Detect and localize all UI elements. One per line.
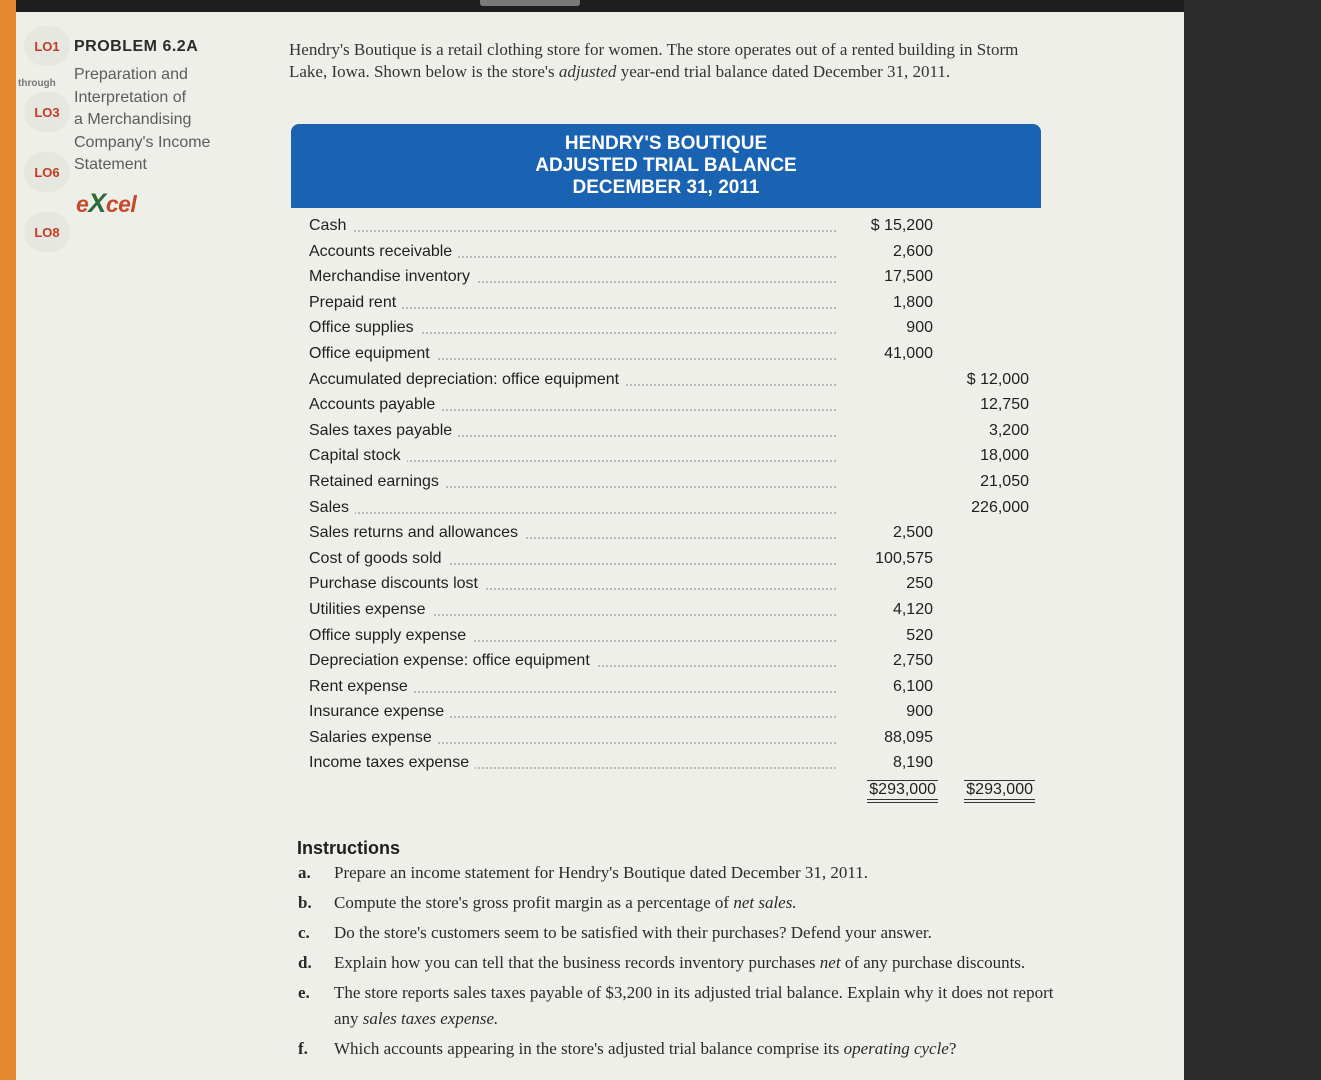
- problem-subtitle-line: Company's Income: [74, 133, 211, 151]
- instructions-list: [298, 860, 1078, 1066]
- trial-balance-title: ADJUSTED TRIAL BALANCE: [535, 155, 797, 176]
- trial-balance-table: [309, 214, 1049, 807]
- instruction-text: net sales.: [733, 893, 797, 912]
- trial-balance-row: [309, 444, 1049, 470]
- textbook-page: [16, 12, 1184, 1080]
- intro-text: Hendry's Boutique is a retail clothing store for women. The store operates out of a rented building in Storm Lake, Iowa. Shown below is the store's: [289, 40, 1019, 81]
- instruction-letter: a.: [298, 863, 311, 882]
- account-name: Salaries expense: [309, 729, 438, 747]
- trial-balance-row: [309, 214, 1049, 240]
- instruction-item: [298, 1036, 1078, 1062]
- trial-balance-total-row: [309, 777, 1049, 807]
- account-name: Sales: [309, 499, 355, 517]
- total-credit: $293,000: [964, 780, 1035, 803]
- orange-margin-strip: [0, 0, 16, 1080]
- account-name: Prepaid rent: [309, 294, 402, 312]
- trial-balance-row: [309, 700, 1049, 726]
- leader-dots: [349, 460, 836, 462]
- account-name: Capital stock: [309, 447, 407, 465]
- intro-text-end: year-end trial balance dated December 31, 2011.: [616, 62, 951, 81]
- debit-amount: 8,190: [892, 754, 933, 772]
- trial-balance-date: DECEMBER 31, 2011: [572, 177, 760, 198]
- trial-balance-row: [309, 419, 1049, 445]
- debit-amount: 900: [906, 703, 933, 721]
- trial-balance-row: [309, 547, 1049, 573]
- instruction-letter: e.: [298, 983, 310, 1002]
- debit-amount: 17,500: [884, 268, 933, 286]
- instruction-item: [298, 860, 1078, 886]
- debit-amount: 2,500: [892, 524, 933, 542]
- debit-amount: $ 15,200: [870, 217, 933, 234]
- account-name: Accounts receivable: [309, 243, 458, 261]
- account-name: Accounts payable: [309, 396, 441, 414]
- top-bezel: [16, 0, 1184, 12]
- problem-subtitle-line: Interpretation of: [74, 88, 187, 106]
- trial-balance-row: [309, 624, 1049, 650]
- trial-balance-row: [309, 675, 1049, 701]
- excel-rest: cel: [105, 191, 137, 217]
- instruction-item: [298, 890, 1078, 916]
- leader-dots: [349, 332, 836, 334]
- account-name: Cost of goods sold: [309, 550, 448, 568]
- instruction-text: ?: [948, 1039, 957, 1058]
- account-name: Retained earnings: [309, 473, 445, 491]
- trial-balance-row: [309, 265, 1049, 291]
- debit-amount: 2,600: [892, 242, 933, 260]
- instruction-text: The store reports sales taxes payable of $3,200 in its adjusted trial balance. Explain why it does not report any: [334, 983, 1054, 1028]
- trial-balance-company: HENDRY'S BOUTIQUE: [564, 133, 768, 154]
- problem-subtitle-line: a Merchandising: [74, 111, 192, 128]
- account-name: Office supplies: [309, 319, 420, 337]
- excel-x: X: [88, 188, 106, 218]
- debit-amount: 100,575: [875, 549, 933, 567]
- instruction-item: [298, 920, 1078, 946]
- instruction-letter: d.: [298, 953, 312, 972]
- trial-balance-row: [309, 393, 1049, 419]
- account-name: Utilities expense: [309, 601, 432, 619]
- instruction-text: Explain how you can tell that the business records inventory purchases: [334, 953, 820, 972]
- instruction-letter: f.: [298, 1039, 308, 1058]
- instructions-title: Instructions: [297, 838, 401, 858]
- trial-balance-row: [309, 291, 1049, 317]
- total-debit: $293,000: [867, 780, 938, 803]
- lo-badge-8: LO8: [24, 212, 70, 252]
- debit-amount: 41,000: [884, 344, 933, 362]
- intro-emphasis: adjusted: [558, 62, 617, 81]
- debit-amount: 4,120: [892, 600, 933, 618]
- account-name: Sales taxes payable: [309, 422, 458, 440]
- trial-balance-row: [309, 496, 1049, 522]
- credit-amount: 18,000: [980, 447, 1029, 465]
- debit-amount: 900: [906, 319, 933, 337]
- trial-balance-row: [309, 470, 1049, 496]
- leader-dots: [349, 307, 836, 309]
- instruction-text: Which accounts appearing in the store's adjusted trial balance comprise its: [334, 1039, 844, 1058]
- trial-balance-row: [309, 521, 1049, 547]
- leader-dots: [349, 230, 836, 232]
- trial-balance-row: [309, 598, 1049, 624]
- instruction-text: Do the store's customers seem to be satisfied with their purchases? Defend your answer.: [334, 923, 932, 942]
- problem-subtitle: [74, 64, 254, 177]
- account-name: Depreciation expense: office equipment: [309, 652, 596, 670]
- problem-subtitle-line: Statement: [74, 156, 147, 173]
- lo-badge-3: LO3: [24, 92, 70, 132]
- credit-amount: 3,200: [988, 421, 1029, 439]
- credit-amount: 226,000: [971, 498, 1029, 516]
- account-name: Office equipment: [309, 345, 436, 363]
- lo-through-label: through: [18, 78, 56, 89]
- debit-amount: 2,750: [892, 652, 933, 670]
- instruction-letter: b.: [298, 893, 312, 912]
- instruction-text: operating cycle: [843, 1039, 949, 1058]
- account-name: Purchase discounts lost: [309, 575, 484, 593]
- lo-badge-6: LO6: [24, 152, 70, 192]
- account-name: Accumulated depreciation: office equipment: [309, 371, 625, 389]
- trial-balance-row: [309, 726, 1049, 752]
- instruction-text: net: [819, 953, 841, 972]
- credit-amount: 21,050: [980, 472, 1029, 490]
- instruction-letter: c.: [298, 923, 310, 942]
- trial-balance-row: [309, 316, 1049, 342]
- trial-balance-row: [309, 649, 1049, 675]
- excel-e: e: [76, 191, 89, 217]
- debit-amount: 250: [906, 575, 933, 593]
- account-name: Sales returns and allowances: [309, 524, 524, 542]
- credit-amount: $ 12,000: [966, 370, 1029, 388]
- leader-dots: [349, 691, 836, 693]
- credit-amount: 12,750: [980, 396, 1029, 414]
- debit-amount: 88,095: [884, 728, 933, 746]
- debit-amount: 520: [906, 626, 933, 644]
- instruction-text: Prepare an income statement for Hendry's Boutique dated December 31, 2011.: [334, 863, 868, 882]
- lo-badge-1: LO1: [24, 26, 70, 66]
- trial-balance-row: [309, 342, 1049, 368]
- trial-balance-header: [291, 124, 1041, 208]
- excel-icon: [76, 188, 136, 219]
- trial-balance-row: [309, 572, 1049, 598]
- account-name: Insurance expense: [309, 703, 450, 721]
- trial-balance-row: [309, 240, 1049, 266]
- problem-intro: [289, 39, 1049, 83]
- instruction-text: sales taxes expense.: [362, 1009, 499, 1028]
- account-name: Rent expense: [309, 678, 414, 696]
- leader-dots: [349, 512, 836, 514]
- problem-subtitle-line: Preparation and: [74, 66, 188, 83]
- account-name: Office supply expense: [309, 627, 472, 645]
- instruction-item: [298, 980, 1078, 1032]
- instruction-item: [298, 950, 1078, 976]
- instruction-text: of any purchase discounts.: [840, 953, 1026, 972]
- account-name: Cash: [309, 217, 352, 235]
- right-bezel: [1184, 0, 1321, 1080]
- debit-amount: 1,800: [892, 293, 933, 311]
- top-tab-handle: [480, 0, 580, 6]
- account-name: Income taxes expense: [309, 754, 475, 772]
- trial-balance-row: [309, 368, 1049, 394]
- account-name: Merchandise inventory: [309, 268, 476, 286]
- instruction-text: Compute the store's gross profit margin as a percentage of: [334, 893, 734, 912]
- problem-title: PROBLEM 6.2A: [74, 38, 199, 55]
- debit-amount: 6,100: [892, 677, 933, 695]
- trial-balance-row: [309, 751, 1049, 777]
